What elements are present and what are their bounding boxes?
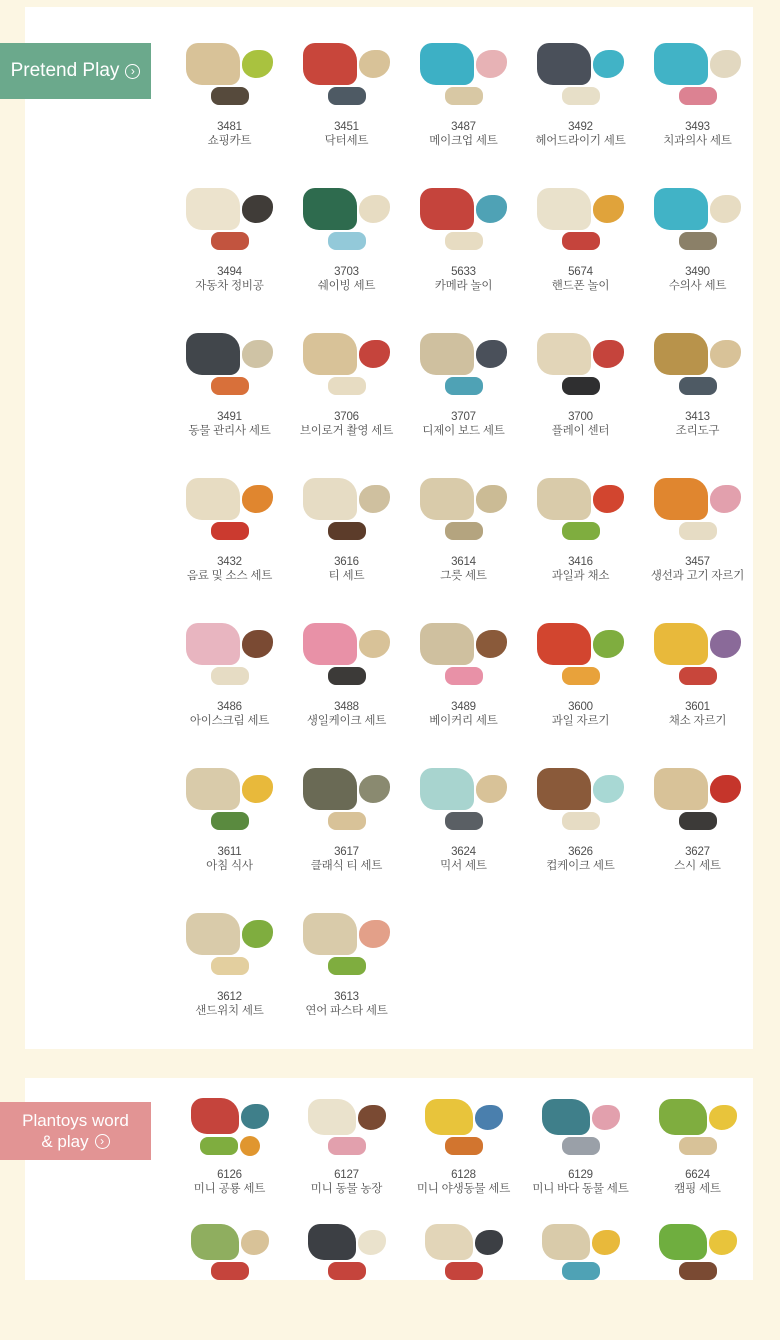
product-image-shape <box>242 195 273 223</box>
product-image-shape <box>240 1136 260 1156</box>
product-image <box>412 322 516 406</box>
product-image <box>178 757 282 841</box>
product-item[interactable] <box>288 322 405 467</box>
product-name: 아침 식사 <box>206 860 253 872</box>
product-image-shape <box>211 812 249 830</box>
product-image-shape <box>186 43 240 85</box>
product-image-shape <box>476 485 507 513</box>
product-image-shape <box>420 333 474 375</box>
product-image-shape <box>562 87 600 105</box>
product-item[interactable] <box>639 467 756 612</box>
product-item[interactable] <box>522 757 639 902</box>
product-image-shape <box>191 1224 239 1260</box>
product-name: 과일 자르기 <box>551 715 610 727</box>
product-image-shape <box>445 812 483 830</box>
product-image <box>295 1215 399 1289</box>
product-image <box>295 467 399 551</box>
product-image <box>295 612 399 696</box>
product-code: 3413 <box>685 411 710 423</box>
product-image-shape <box>186 333 240 375</box>
product-image <box>178 1090 282 1164</box>
product-image-shape <box>303 913 357 955</box>
product-image <box>412 1215 516 1289</box>
product-image <box>646 322 750 406</box>
product-image-shape <box>659 1224 707 1260</box>
product-name: 아이스크림 세트 <box>189 715 270 727</box>
product-image-shape <box>537 623 591 665</box>
product-image-shape <box>476 630 507 658</box>
product-image-shape <box>425 1099 473 1135</box>
product-code: 3706 <box>334 411 359 423</box>
product-name: 샌드위치 세트 <box>195 1005 264 1017</box>
product-image-shape <box>475 1230 503 1255</box>
product-code: 3488 <box>334 701 359 713</box>
product-image-shape <box>186 188 240 230</box>
product-image-shape <box>358 1105 386 1130</box>
product-image-shape <box>328 1137 366 1155</box>
product-image <box>529 757 633 841</box>
product-image-shape <box>562 667 600 685</box>
product-image-shape <box>445 377 483 395</box>
product-item[interactable] <box>288 177 405 322</box>
product-code: 5674 <box>568 266 593 278</box>
product-image-shape <box>476 340 507 368</box>
product-image-shape <box>191 1098 239 1134</box>
product-image <box>529 612 633 696</box>
product-image-shape <box>562 1137 600 1155</box>
product-name: 그릇 세트 <box>440 570 487 582</box>
product-name: 미니 야생동물 세트 <box>416 1183 511 1195</box>
product-code: 3627 <box>685 846 710 858</box>
plantoys-badge-label-line2: & play <box>41 1132 89 1151</box>
product-code: 3626 <box>568 846 593 858</box>
product-code: 3432 <box>217 556 242 568</box>
product-item[interactable] <box>405 757 522 902</box>
product-image-shape <box>710 775 741 803</box>
product-code: 3703 <box>334 266 359 278</box>
product-image-shape <box>679 1137 717 1155</box>
product-image-shape <box>211 377 249 395</box>
pretend-play-product-grid <box>171 32 756 1047</box>
product-image-shape <box>303 623 357 665</box>
product-item[interactable] <box>288 467 405 612</box>
product-item[interactable] <box>405 177 522 322</box>
product-image-shape <box>445 667 483 685</box>
product-item[interactable] <box>171 902 288 1047</box>
product-image <box>178 467 282 551</box>
product-image <box>529 1215 633 1289</box>
product-image-shape <box>537 768 591 810</box>
product-item[interactable] <box>171 177 288 322</box>
product-image-shape <box>420 478 474 520</box>
product-name: 컵케이크 세트 <box>546 860 615 872</box>
product-image-shape <box>476 50 507 78</box>
product-image-shape <box>303 333 357 375</box>
product-item[interactable] <box>639 1090 756 1215</box>
product-code: 5633 <box>451 266 476 278</box>
product-image-shape <box>359 195 390 223</box>
product-name: 믹서 세트 <box>440 860 487 872</box>
product-image <box>412 177 516 261</box>
product-image <box>178 322 282 406</box>
product-image-shape <box>710 195 741 223</box>
product-item[interactable] <box>522 177 639 322</box>
product-image <box>412 612 516 696</box>
product-item[interactable] <box>405 1090 522 1215</box>
product-image-shape <box>654 43 708 85</box>
product-image <box>646 32 750 116</box>
product-image-shape <box>242 485 273 513</box>
product-image-shape <box>186 913 240 955</box>
product-image-shape <box>186 768 240 810</box>
product-image-shape <box>593 630 624 658</box>
product-image-shape <box>654 768 708 810</box>
product-code: 3486 <box>217 701 242 713</box>
product-image-shape <box>593 775 624 803</box>
product-image <box>646 177 750 261</box>
pretend-play-badge-label: Pretend Play <box>10 60 120 81</box>
product-code: 3493 <box>685 121 710 133</box>
product-image-shape <box>328 667 366 685</box>
product-item[interactable] <box>405 322 522 467</box>
product-image <box>178 177 282 261</box>
product-item[interactable] <box>288 612 405 757</box>
product-code: 3601 <box>685 701 710 713</box>
product-name: 캠핑 세트 <box>674 1183 721 1195</box>
product-item[interactable] <box>405 612 522 757</box>
product-code: 3490 <box>685 266 710 278</box>
product-image-shape <box>303 768 357 810</box>
product-image <box>529 1090 633 1164</box>
product-item[interactable] <box>522 32 639 177</box>
product-image-shape <box>328 812 366 830</box>
product-image-shape <box>211 522 249 540</box>
product-image-shape <box>242 50 273 78</box>
product-image-shape <box>562 812 600 830</box>
product-code: 3457 <box>685 556 710 568</box>
product-item[interactable] <box>288 902 405 1047</box>
product-image <box>295 177 399 261</box>
product-image-shape <box>359 920 390 948</box>
product-image-shape <box>303 188 357 230</box>
product-code: 3492 <box>568 121 593 133</box>
product-image-shape <box>425 1224 473 1260</box>
product-image-shape <box>659 1099 707 1135</box>
product-name: 생선과 고기 자르기 <box>650 570 745 582</box>
product-item[interactable] <box>288 1215 405 1340</box>
product-image <box>529 177 633 261</box>
product-image-shape <box>593 485 624 513</box>
product-image-shape <box>679 812 717 830</box>
product-image-shape <box>308 1224 356 1260</box>
product-image-shape <box>593 50 624 78</box>
product-image-shape <box>328 957 366 975</box>
product-image <box>412 32 516 116</box>
product-image <box>178 612 282 696</box>
product-item[interactable] <box>171 467 288 612</box>
circle-arrow-icon: › <box>125 64 140 79</box>
product-item[interactable] <box>171 1215 288 1340</box>
product-image-shape <box>592 1105 620 1130</box>
product-image-shape <box>241 1104 269 1129</box>
product-code: 3616 <box>334 556 359 568</box>
product-image-shape <box>358 1230 386 1255</box>
product-image-shape <box>537 333 591 375</box>
product-image-shape <box>654 623 708 665</box>
product-item[interactable] <box>639 1215 756 1340</box>
product-image <box>178 902 282 986</box>
product-item[interactable] <box>288 757 405 902</box>
product-image-shape <box>211 232 249 250</box>
product-code: 3494 <box>217 266 242 278</box>
product-item[interactable] <box>639 177 756 322</box>
product-image-shape <box>654 333 708 375</box>
product-image <box>295 32 399 116</box>
product-item[interactable] <box>639 757 756 902</box>
product-item[interactable] <box>171 1090 288 1215</box>
product-image-shape <box>475 1105 503 1130</box>
product-item[interactable] <box>522 1215 639 1340</box>
product-code: 3416 <box>568 556 593 568</box>
product-image-shape <box>709 1105 737 1130</box>
product-name: 스시 세트 <box>674 860 721 872</box>
product-image-shape <box>328 232 366 250</box>
product-image-shape <box>445 87 483 105</box>
product-image-shape <box>211 957 249 975</box>
product-item[interactable] <box>171 757 288 902</box>
product-name: 채소 자르기 <box>668 715 727 727</box>
product-code: 3611 <box>217 846 242 858</box>
product-image-shape <box>679 1262 717 1280</box>
product-item[interactable] <box>405 32 522 177</box>
product-image-shape <box>542 1224 590 1260</box>
product-image <box>412 1090 516 1164</box>
product-name: 플레이 센터 <box>551 425 610 437</box>
product-image-shape <box>445 1262 483 1280</box>
product-image-shape <box>709 1230 737 1255</box>
product-image-shape <box>562 522 600 540</box>
product-name: 자동차 정비공 <box>195 280 264 292</box>
product-image <box>295 1090 399 1164</box>
product-image <box>529 467 633 551</box>
product-image-shape <box>679 667 717 685</box>
product-name: 연어 파스타 세트 <box>305 1005 388 1017</box>
product-code: 3481 <box>217 121 242 133</box>
product-image-shape <box>542 1099 590 1135</box>
product-image-shape <box>654 188 708 230</box>
product-image <box>646 612 750 696</box>
product-image <box>646 467 750 551</box>
product-name: 디제이 보드 세트 <box>422 425 505 437</box>
plantoys-word-play-badge[interactable] <box>0 1102 151 1160</box>
product-image-shape <box>359 50 390 78</box>
product-image-shape <box>359 485 390 513</box>
product-image-shape <box>710 340 741 368</box>
product-image-shape <box>242 630 273 658</box>
product-image-shape <box>359 630 390 658</box>
product-item[interactable] <box>171 322 288 467</box>
product-name: 수의사 세트 <box>668 280 727 292</box>
product-image-shape <box>420 623 474 665</box>
product-image-shape <box>211 667 249 685</box>
product-item[interactable] <box>405 467 522 612</box>
product-image-shape <box>242 340 273 368</box>
product-image-shape <box>328 87 366 105</box>
product-name: 치과의사 세트 <box>663 135 732 147</box>
product-image-shape <box>679 522 717 540</box>
product-name: 쇼핑카트 <box>207 135 252 147</box>
product-code: 3489 <box>451 701 476 713</box>
product-item[interactable] <box>639 32 756 177</box>
product-image <box>529 322 633 406</box>
product-code: 3624 <box>451 846 476 858</box>
product-name: 핸드폰 놀이 <box>551 280 610 292</box>
product-code: 3614 <box>451 556 476 568</box>
product-image-shape <box>328 1262 366 1280</box>
product-name: 음료 및 소스 세트 <box>186 570 273 582</box>
product-image-shape <box>537 43 591 85</box>
product-name: 생일케이크 세트 <box>306 715 387 727</box>
product-image-shape <box>537 478 591 520</box>
product-item[interactable] <box>171 612 288 757</box>
product-image-shape <box>303 478 357 520</box>
product-code: 3600 <box>568 701 593 713</box>
product-image-shape <box>328 522 366 540</box>
product-code: 6624 <box>685 1169 710 1181</box>
product-image-shape <box>445 1137 483 1155</box>
product-code: 3617 <box>334 846 359 858</box>
product-item[interactable] <box>405 1215 522 1340</box>
product-item[interactable] <box>171 32 288 177</box>
product-image-shape <box>242 920 273 948</box>
product-image-shape <box>308 1099 356 1135</box>
product-item[interactable] <box>522 322 639 467</box>
product-image-shape <box>679 87 717 105</box>
product-image-shape <box>186 623 240 665</box>
product-image-shape <box>562 377 600 395</box>
product-name: 클래식 티 세트 <box>310 860 383 872</box>
product-image-shape <box>420 188 474 230</box>
product-item[interactable] <box>288 32 405 177</box>
product-image <box>178 1215 282 1289</box>
product-image-shape <box>562 232 600 250</box>
product-code: 3613 <box>334 991 359 1003</box>
product-image <box>529 32 633 116</box>
product-item[interactable] <box>522 1090 639 1215</box>
product-item[interactable] <box>639 322 756 467</box>
product-image-shape <box>593 195 624 223</box>
product-item[interactable] <box>288 1090 405 1215</box>
product-name: 닥터세트 <box>324 135 369 147</box>
product-image-shape <box>679 232 717 250</box>
product-image-shape <box>710 50 741 78</box>
product-code: 3491 <box>217 411 242 423</box>
product-image-shape <box>359 340 390 368</box>
product-code: 3487 <box>451 121 476 133</box>
product-name: 미니 공룡 세트 <box>193 1183 266 1195</box>
product-image <box>295 322 399 406</box>
product-image-shape <box>679 377 717 395</box>
product-image <box>646 757 750 841</box>
product-item[interactable] <box>522 612 639 757</box>
product-image-shape <box>562 1262 600 1280</box>
circle-arrow-icon: › <box>95 1134 110 1149</box>
product-image-shape <box>710 485 741 513</box>
product-code: 6127 <box>334 1169 359 1181</box>
product-name: 카메라 놀이 <box>434 280 493 292</box>
product-name: 과일과 채소 <box>551 570 610 582</box>
product-image <box>295 902 399 986</box>
product-image <box>412 467 516 551</box>
product-name: 조리도구 <box>675 425 720 437</box>
product-code: 3451 <box>334 121 359 133</box>
product-image-shape <box>445 522 483 540</box>
product-item[interactable] <box>522 467 639 612</box>
product-name: 쉐이빙 세트 <box>317 280 376 292</box>
product-image-shape <box>445 232 483 250</box>
product-item[interactable] <box>639 612 756 757</box>
product-image-shape <box>537 188 591 230</box>
product-image-shape <box>592 1230 620 1255</box>
product-image-shape <box>241 1230 269 1255</box>
product-image <box>295 757 399 841</box>
product-image-shape <box>476 775 507 803</box>
product-image-shape <box>242 775 273 803</box>
product-image-shape <box>420 768 474 810</box>
product-name: 티 세트 <box>328 570 365 582</box>
product-name: 브이로거 촬영 세트 <box>299 425 394 437</box>
product-code: 3612 <box>217 991 242 1003</box>
product-image-shape <box>211 1262 249 1280</box>
product-image-shape <box>211 87 249 105</box>
product-image-shape <box>710 630 741 658</box>
product-code: 3707 <box>451 411 476 423</box>
product-image-shape <box>593 340 624 368</box>
product-image-shape <box>359 775 390 803</box>
product-name: 동물 관리사 세트 <box>188 425 271 437</box>
product-name: 베이커리 세트 <box>429 715 498 727</box>
product-code: 6126 <box>217 1169 242 1181</box>
product-code: 3700 <box>568 411 593 423</box>
product-image-shape <box>303 43 357 85</box>
plantoys-badge-label-line1: Plantoys word <box>22 1111 129 1130</box>
plantoys-word-play-product-grid <box>171 1090 756 1340</box>
pretend-play-section <box>25 7 753 1049</box>
product-image-shape <box>328 377 366 395</box>
product-image-shape <box>420 43 474 85</box>
product-image-shape <box>476 195 507 223</box>
product-image <box>178 32 282 116</box>
product-image <box>646 1090 750 1164</box>
pretend-play-badge[interactable] <box>0 43 151 99</box>
product-image <box>412 757 516 841</box>
product-name: 미니 동물 농장 <box>310 1183 383 1195</box>
product-image <box>646 1215 750 1289</box>
product-image-shape <box>186 478 240 520</box>
product-name: 메이크업 세트 <box>429 135 498 147</box>
product-image-shape <box>654 478 708 520</box>
product-image-shape <box>200 1137 238 1155</box>
product-name: 미니 바다 동물 세트 <box>532 1183 629 1195</box>
product-name: 헤어드라이기 세트 <box>535 135 626 147</box>
product-code: 6129 <box>568 1169 593 1181</box>
product-code: 6128 <box>451 1169 476 1181</box>
